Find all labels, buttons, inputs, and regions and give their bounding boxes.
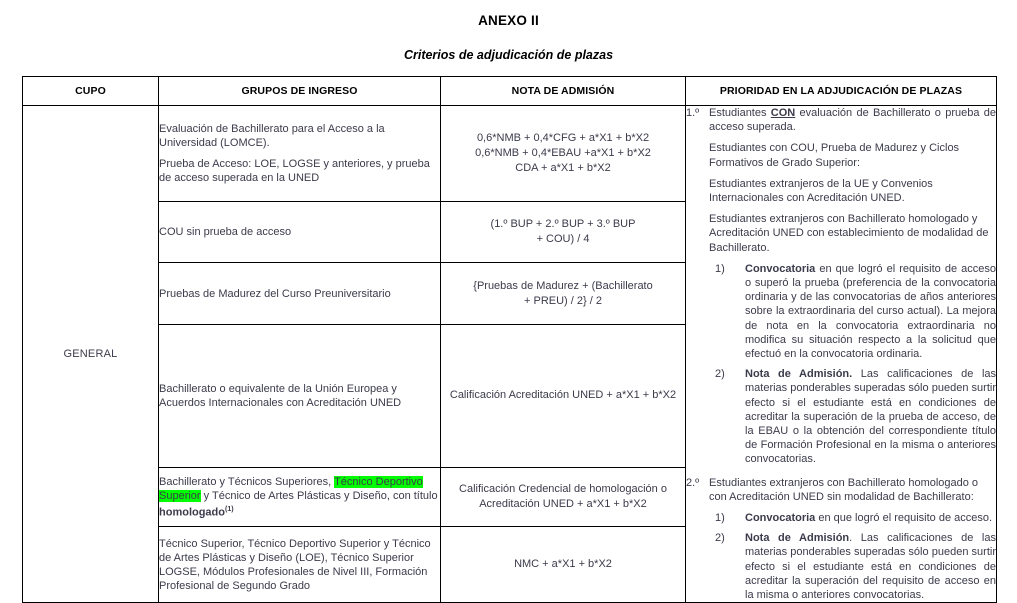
highlighted-text: Técnico Deportivo Superior [159, 475, 423, 502]
formula-line: {Pruebas de Madurez + (Bachillerato [473, 279, 653, 292]
sub-marker: 1) [715, 512, 725, 525]
priority-item-2 [686, 476, 996, 603]
table-body [23, 106, 997, 603]
grupo-text-before: Bachillerato y Técnicos Superiores, [159, 475, 335, 488]
sub-text [745, 511, 996, 525]
cell-prioridad [686, 106, 997, 603]
cell-nota-4 [441, 324, 686, 467]
cell-cupo-general: GENERAL [23, 106, 159, 603]
sub-bold-label: Nota de Admisión. [745, 368, 853, 381]
footnote-marker: (1) [225, 505, 234, 513]
sub-marker: 2) [715, 368, 725, 381]
formula-line: Calificación Credencial de homologación o [459, 482, 667, 495]
column-header-grupos-ingreso: GRUPOS DE INGRESO [159, 77, 441, 106]
formula-line: (1.º BUP + 2.º BUP + 3.º BUP [490, 217, 636, 230]
cell-grupo-6 [159, 527, 441, 603]
sub-text [745, 262, 996, 361]
formula-line: 0,6*NMB + 0,4*CFG + a*X1 + b*X2 [476, 131, 650, 144]
sub-bold-label: Convocatoria [745, 262, 816, 275]
con-emphasis: CON [770, 107, 796, 119]
formula-line: + COU) / 4 [536, 232, 590, 245]
grupo-line: Pruebas de Madurez del Curso Preuniversitario [159, 287, 391, 300]
priority-paragraph: Estudiantes extranjeros con Bachillerato homologado y Acreditación UNED con establecimiento de modalidad de Bachillerato. [709, 213, 989, 254]
formula-line: 0,6*NMB + 0,4*EBAU +a*X1 + b*X2 [475, 146, 651, 159]
cell-nota-6 [441, 527, 686, 603]
sub-body-text: en que logró el requisito de acceso. [815, 512, 993, 525]
sub-item [709, 367, 996, 466]
sub-item [709, 262, 996, 361]
sub-text [745, 367, 996, 466]
sub-body-text: . Las calificaciones de las materias ponderables superadas sólo pueden surtir efecto si el estudiante está en condiciones de acreditar la superación del requisito de acceso en la misma o anteriores convocatorias. [745, 532, 996, 602]
grupo-text-bold: homologado [159, 506, 225, 519]
cell-grupo-5 [159, 467, 441, 526]
column-header-prioridad: PRIORIDAD EN LA ADJUDICACIÓN DE PLAZAS [686, 77, 997, 106]
cell-nota-5 [441, 467, 686, 526]
cell-grupo-3 [159, 263, 441, 325]
sub-body-text: Las calificaciones de las materias ponderables superadas sólo pueden surtir efecto si el estudiante está en condiciones de acreditar la superación de la prueba de acceso, de la EBAU o la obtención del correspondiente título de Formación Profesional en la misma o anteriores convocatorias. [745, 368, 996, 466]
priority-marker-2: 2.º [686, 476, 700, 489]
priority-paragraph: Estudiantes extranjeros de la UE y Convenios Internacionales con Acreditación UNED. [709, 177, 933, 205]
priority-sublist-2 [709, 511, 996, 602]
sub-bold-label: Nota de Admisión [745, 532, 850, 545]
table-row [23, 106, 997, 202]
cell-nota-3 [441, 263, 686, 325]
column-header-cupo: CUPO [23, 77, 159, 106]
formula-line: Acreditación UNED + a*X1 + b*X2 [479, 497, 647, 510]
cell-grupo-4 [159, 324, 441, 467]
grupo-line: Evaluación de Bachillerato para el Acceso a la Universidad (LOMCE). [159, 122, 385, 149]
cell-nota-2 [441, 201, 686, 263]
formula-line: Calificación Acreditación UNED + a*X1 + b*X2 [449, 389, 677, 402]
formula-line: NMC + a*X1 + b*X2 [514, 558, 612, 571]
priority-marker-1: 1.º [686, 107, 700, 119]
page-title: ANEXO II [478, 13, 539, 28]
priority-item-2-lead: Estudiantes extranjeros con Bachillerato homologado o con Acreditación UNED sin modalidad de Bachillerato: [709, 476, 979, 503]
cell-grupo-1 [159, 106, 441, 202]
cell-grupo-2 [159, 201, 441, 263]
sub-text [745, 531, 996, 602]
grupo-line-highlighted [159, 475, 440, 520]
grupo-text-middle: y Técnico de Artes Plásticas y Diseño, con título [200, 489, 438, 502]
priority-sublist-1 [709, 262, 996, 467]
priority-item-1 [686, 106, 996, 467]
column-header-nota-admision: NOTA DE ADMISIÓN [441, 77, 686, 106]
grupo-line: Prueba de Acceso: LOE, LOGSE y anteriores, y prueba de acceso superada en la UNED [159, 157, 430, 184]
lead-text-after: evaluación de Bachillerato o prueba de acceso superada. [709, 107, 996, 134]
priority-paragraph: Estudiantes con COU, Prueba de Madurez y Ciclos Formativos de Grado Superior: [709, 142, 960, 169]
cell-nota-1 [441, 106, 686, 202]
grupo-line: Bachillerato o equivalente de la Unión Europea y Acuerdos Internacionales con Acreditación UNED [159, 382, 402, 409]
sub-body-text: en que logró el requisito de acceso o superó la prueba (preferencia de la convocatoria ordinaria y de las convocatorias de años anteriores sobre la extraordinaria del curso actual). La mejora de nota en la convocatoria extraordinaria no modifica su situación respecto a la solicitud que efectuó en la convocatoria ordinaria. [745, 262, 996, 361]
grupo-line: Técnico Superior, Técnico Deportivo Superior y Técnico de Artes Plásticas y Diseño (LOE), Técnico Superior LOGSE, Módulos Profesionales de Nivel III, Formación Profesional de Segundo Grado [159, 537, 431, 592]
table-header-row [23, 77, 997, 106]
table-header [23, 77, 997, 106]
sub-item [709, 531, 996, 602]
lead-text-before: Estudiantes [709, 107, 771, 119]
formula-line: + PREU) / 2} / 2 [524, 294, 602, 307]
formula-line: CDA + a*X1 + b*X2 [515, 161, 611, 174]
grupo-line: COU sin prueba de acceso [159, 225, 292, 238]
sub-marker: 1) [715, 262, 725, 275]
sub-bold-label: Convocatoria [745, 512, 816, 525]
criteria-table [22, 76, 997, 603]
sub-marker: 2) [715, 532, 725, 545]
sub-item [709, 511, 996, 525]
priority-item-1-lead [709, 106, 996, 134]
page-subtitle: Criterios de adjudicación de plazas [403, 48, 614, 62]
